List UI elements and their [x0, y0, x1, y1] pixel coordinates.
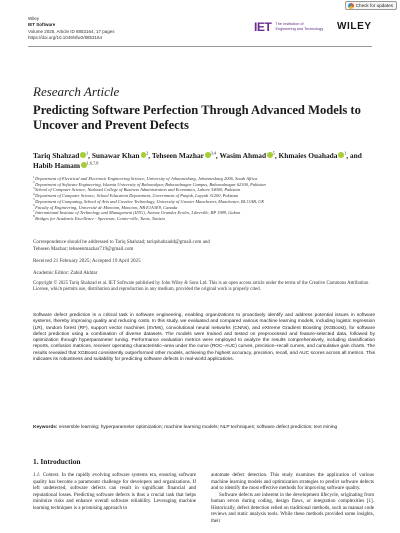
affiliation-text: Faculty of Engineering, Université de Moncton, Moncton, NB E1A3E9, Canada [35, 204, 178, 210]
intro-column-right [211, 472, 374, 524]
doi-link[interactable]: https://doi.org/10.1049/sfw2/8853164 [28, 35, 103, 41]
check-for-updates-badge[interactable] [345, 1, 397, 10]
author-name: Tehseen Mazhar [151, 151, 204, 160]
author-name: Wasim Ahmad [219, 151, 267, 160]
author [152, 151, 216, 160]
author [33, 161, 98, 170]
affiliation-number: 2 [33, 180, 35, 185]
intro-column-left [33, 472, 196, 511]
introduction-heading: 1. Introduction [33, 457, 81, 466]
affiliation-number: 6 [33, 203, 35, 208]
author-name: Khmaies Ouahada [278, 151, 338, 160]
copyright-notice: Copyright © 2025 Tariq Shahzad et al. IET Software published by John Wiley & Sons Ltd. This is an open access article under the terms of the Creative Commons Attribution License, which permits use, distribution and reproduction in any medium, provided the original work is properly cited. [33, 281, 369, 293]
author [92, 151, 148, 160]
author-list: Tariq Shahzad $^1$, Sunawar Khan $^2$, Tehseen Mazhar $^{3,4}$, Wasim Ahmad $^5$, Khmaies Ouahada $^1$, and Habib Hamam $^{1,6,7,8}$ [33, 150, 362, 170]
wiley-logo: WILEY [337, 21, 372, 32]
correspondence-line-2: Tehseen Mazhar; tehseenmazhar719@gmail.com [33, 245, 134, 252]
affiliation-number: 8 [33, 214, 35, 219]
affiliation-text: Department of Software Engineering, Islamia University of Bahawalpur, Bahawalnagar Campus, Bahawalnagar 62300, Pakistan [35, 181, 266, 187]
publisher-name: Wiley [28, 16, 39, 21]
iet-desc-line-1: The Institution of [275, 22, 304, 27]
author-affiliation-number: 1 [344, 150, 347, 156]
author [33, 151, 88, 160]
intro-paragraph-3: Software defects are inherent in the development lifecycle, originating from human errors during coding, design flaws, or integration complexities [1]. Historically, defect detection relied on traditional methods, such as manual code reviews and static analysis tools. While these methods provided some insights, their [211, 491, 374, 524]
intro-paragraph-2: automate defect detection. This study examines the application of various machine learning models and optimization strategies to predict software defects and to identify the most effective methods for improving software quality. [211, 472, 374, 492]
article-type: Research Article [33, 84, 120, 99]
received-accepted-dates: Received 21 February 2025; Accepted 19 April 2025 [33, 258, 141, 264]
volume-line: Volume 2025, Article ID 8853164, 17 pages [28, 28, 115, 34]
check-for-updates-label: Check for updates [355, 3, 393, 8]
author-affiliation-number: 3,4 [210, 150, 216, 156]
iet-logo-mark: IET [254, 20, 272, 34]
abstract: Software defect prediction is a critical task in software engineering, enabling organizations to proactively identify and address potential issues in software systems, thereby improving quality and reducing costs. In this study, we evaluated and compared various machine learning models, including logistic regression (LR), random forest (RF), support vector machines (SVMs), convolutional neural networks (CNNs), and eXtreme Gradient Boosting (XGBoost), for software defect prediction using a combination of diverse datasets. The models were trained and tested on preprocessed and feature-selected data, followed by optimization through hyperparameter tuning. Performance evaluation metrics were employed to analyze the results comprehensively, including classification reports, confusion matrices, receiver operating characteristic–area under the curve (ROC–AUC) curves, precision–recall curves, and cumulative gain charts. The results revealed that XGBoost consistently outperformed other models, achieving the highest accuracy, precision, recall, and AUC scores across all metrics. This indicates its robustness and suitability for predicting software defects in real-world applications. [33, 313, 375, 363]
affiliation-number: 3 [33, 185, 35, 190]
journal-name: IET Software [28, 22, 56, 28]
author-name: Habib Hamam [33, 161, 81, 170]
academic-editor: Academic Editor: Zahid Akhtar [33, 270, 98, 276]
iet-logo [254, 20, 331, 34]
correspondence-line-1: Correspondence should be addressed to Tariq Shahzad; tariqshahzadd@gmail.com and [33, 239, 210, 245]
article-title: Predicting Software Perfection Through Advanced Models to Uncover and Prevent Defects [33, 103, 361, 132]
affiliation-number: 1 [33, 174, 35, 179]
context-subheading: 1.1. Context. [33, 472, 60, 478]
keywords [33, 425, 375, 431]
author [279, 151, 347, 160]
affiliation-text: International Institute of Technology and Management (IITG), Avenue Grandes Ecoles, Libreville, BP 1989, Gabon [35, 210, 241, 216]
affiliation-number: 4 [33, 191, 35, 196]
keywords-label: Keywords: [33, 425, 58, 430]
header-divider [28, 46, 372, 47]
affiliation-text: School of Computer Science, National College of Business Administration and Economics, Lahore 54000, Pakistan [35, 187, 240, 193]
iet-desc-line-2: Engineering and Technology [275, 27, 324, 31]
author-affiliation-number: 5 [272, 150, 275, 156]
crossmark-icon [348, 3, 354, 9]
author-affiliation-number: 1 [85, 150, 89, 156]
author-name: Sunawar Khan [91, 151, 140, 160]
author-affiliation-number: 2 [146, 150, 149, 156]
affiliation-text: Bridges for Academic Excellence - Spectrum, Centre-ville, Tunis, Tunisia [35, 215, 165, 221]
correspondence [33, 239, 373, 252]
author-name: Tariq Shahzad [33, 151, 80, 160]
affiliation [33, 216, 378, 222]
author-affiliation-number: 1,6,7,8 [86, 160, 99, 166]
iet-logo-text [275, 22, 331, 31]
keywords-text: ensemble learning; hyperparameter optimization; machine learning models; NLP techniques; software defect prediction; text mining [58, 425, 338, 430]
affiliation-list [33, 176, 378, 222]
affiliation-number: 5 [33, 197, 35, 202]
affiliation-text: Department of Computing, School of Arts and Creative Technology, University of Greater Manchester, Manchester, BL13AB, UK [35, 198, 265, 204]
affiliation-text: Department of Electrical and Electronic Engineering Science, University of Johannesburg, Johannesburg 2006, South Africa [35, 176, 258, 181]
affiliation-text: Department of Computer Science, School Education Department, Government of Punjab, Layyah 31200, Pakistan [35, 193, 239, 199]
intro-paragraph-1: In the rapidly evolving software systems era, ensuring software quality has become a paramount challenge for developers and organizations. If left undetected, software defects can result in significant financial and reputational losses. Predicting software defects is thus a crucial task that helps minimize risks and enhance overall software reliability. Leveraging machine learning techniques is a promising approach to [33, 472, 196, 511]
author [219, 151, 274, 160]
journal-meta [28, 16, 115, 42]
affiliation-number: 7 [33, 208, 35, 213]
